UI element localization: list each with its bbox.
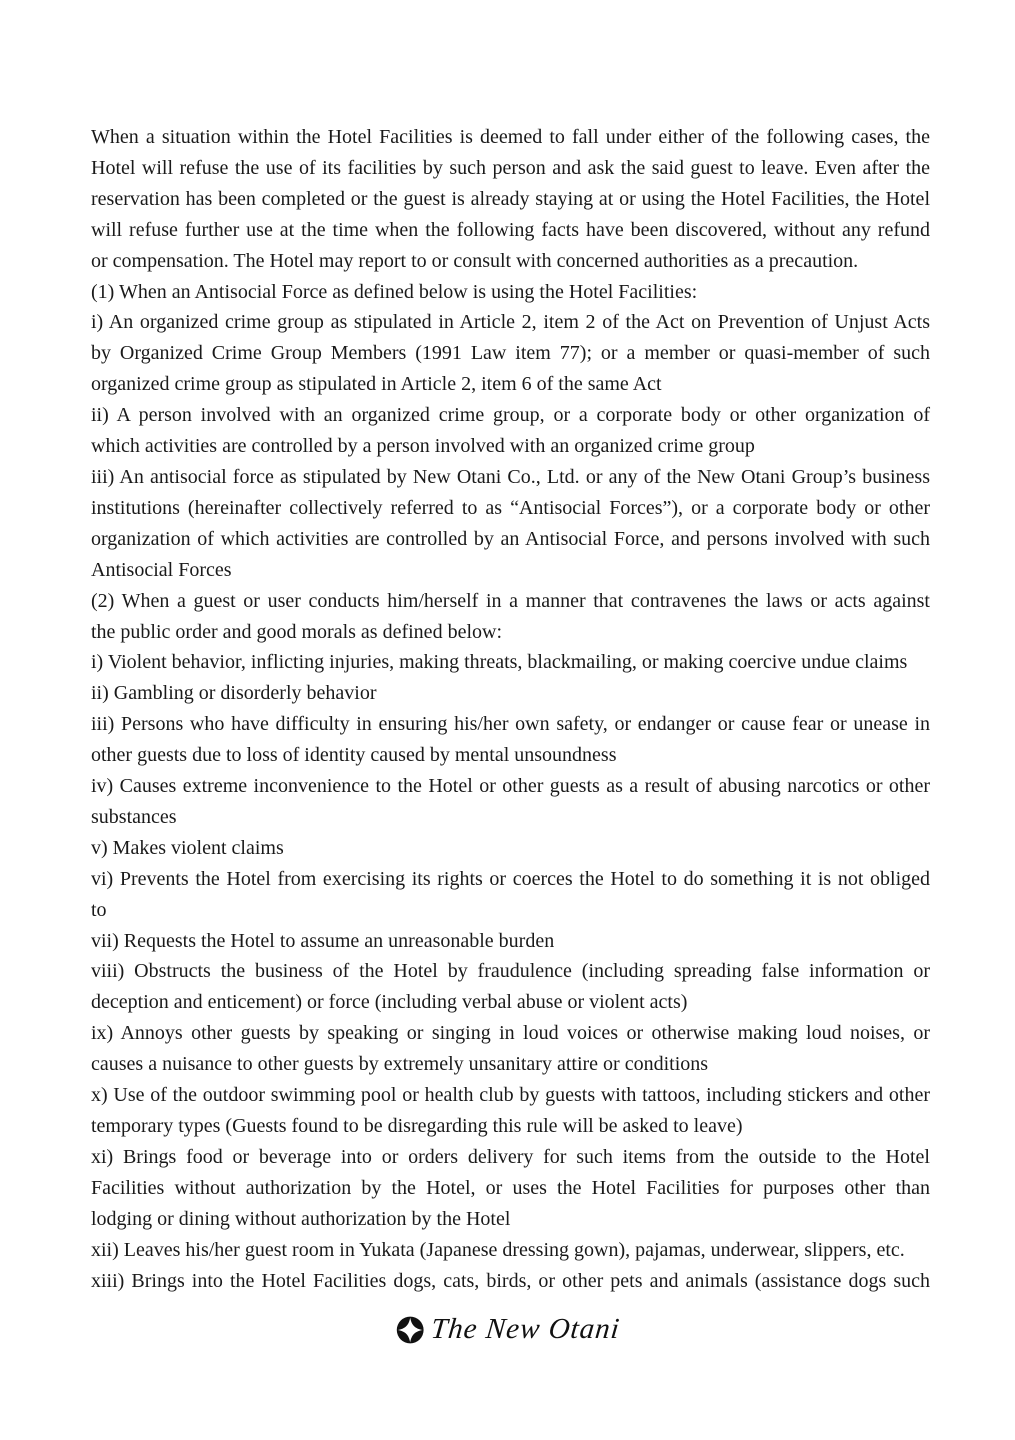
paragraph xyxy=(91,647,930,678)
text-line: x) Use of the outdoor swimming pool or health club by guests with tattoos, including stickers and other xyxy=(91,1084,930,1107)
paragraph xyxy=(91,1235,930,1266)
paragraph xyxy=(91,709,930,771)
text-line: the public order and good morals as defined below: xyxy=(91,620,502,643)
text-line: deception and enticement) or force (including verbal abuse or violent acts) xyxy=(91,991,688,1014)
text-line: xii) Leaves his/her guest room in Yukata (Japanese dressing gown), pajamas, underwear, slippers, etc. xyxy=(91,1238,905,1261)
text-line: vi) Prevents the Hotel from exercising its rights or coerces the Hotel to do something it is not obliged xyxy=(91,867,930,890)
text-line: iii) An antisocial force as stipulated by New Otani Co., Ltd. or any of the New Otani Group’s business xyxy=(91,465,930,488)
paragraph xyxy=(91,1266,930,1297)
paragraph xyxy=(91,833,930,864)
paragraph xyxy=(91,926,930,957)
text-line: i) An organized crime group as stipulated in Article 2, item 2 of the Act on Prevention of Unjust Acts xyxy=(91,311,930,334)
text-line: (1) When an Antisocial Force as defined below is using the Hotel Facilities: xyxy=(91,280,698,303)
text-line: causes a nuisance to other guests by extremely unsanitary attire or conditions xyxy=(91,1053,709,1076)
text-line: Hotel will refuse the use of its facilities by such person and ask the said guest to leave. Even after the xyxy=(91,156,930,179)
text-line: other guests due to loss of identity caused by mental unsoundness xyxy=(91,744,617,767)
paragraph xyxy=(91,956,930,1018)
paragraph xyxy=(91,1080,930,1142)
text-line: ii) Gambling or disorderly behavior xyxy=(91,682,377,705)
text-line: ii) A person involved with an organized crime group, or a corporate body or other organization of xyxy=(91,404,930,427)
text-line: When a situation within the Hotel Facilities is deemed to fall under either of the following cases, the xyxy=(91,126,930,148)
text-line: or compensation. The Hotel may report to or consult with concerned authorities as a precaution. xyxy=(91,249,859,272)
text-line: reservation has been completed or the guest is already staying at or using the Hotel Facilities, the Hotel xyxy=(91,187,930,210)
text-line: i) Violent behavior, inflicting injuries, making threats, blackmailing, or making coercive undue claims xyxy=(91,651,908,674)
text-line: v) Makes violent claims xyxy=(91,836,284,859)
text-line: organization of which activities are controlled by an Antisocial Force, and persons involved with such xyxy=(91,527,930,550)
text-line: organized crime group as stipulated in Article 2, item 6 of the same Act xyxy=(91,373,662,396)
new-otani-emblem-icon xyxy=(396,1316,424,1344)
text-line: xiii) Brings into the Hotel Facilities dogs, cats, birds, or other pets and animals (assistance dogs such xyxy=(91,1269,930,1292)
paragraph xyxy=(91,586,930,648)
text-line: vii) Requests the Hotel to assume an unreasonable burden xyxy=(91,929,555,952)
text-line: lodging or dining without authorization by the Hotel xyxy=(91,1207,511,1230)
text-line: (2) When a guest or user conducts him/herself in a manner that contravenes the laws or acts against xyxy=(91,589,930,612)
paragraph xyxy=(91,277,930,308)
paragraph xyxy=(91,307,930,400)
text-line: Antisocial Forces xyxy=(91,558,232,581)
paragraph xyxy=(91,462,930,586)
text-line: iv) Causes extreme inconvenience to the Hotel or other guests as a result of abusing narcotics or other xyxy=(91,775,930,798)
text-line: viii) Obstructs the business of the Hotel by fraudulence (including spreading false information or xyxy=(91,960,930,983)
text-line: to xyxy=(91,898,107,921)
text-line: Facilities without authorization by the Hotel, or uses the Hotel Facilities for purposes other than xyxy=(91,1176,930,1199)
paragraph xyxy=(91,864,930,926)
text-line: which activities are controlled by a person involved with an organized crime group xyxy=(91,435,755,458)
text-line: substances xyxy=(91,805,177,828)
text-line: temporary types (Guests found to be disregarding this rule will be asked to leave) xyxy=(91,1115,743,1137)
logo-script-text: The New Otani xyxy=(429,1313,622,1345)
document-body xyxy=(91,122,930,1296)
footer-logo xyxy=(396,1313,620,1346)
text-line: iii) Persons who have difficulty in ensuring his/her own safety, or endanger or cause fear or unease in xyxy=(91,713,930,736)
text-line: xi) Brings food or beverage into or orders delivery for such items from the outside to the Hotel xyxy=(91,1145,930,1168)
paragraph xyxy=(91,1142,930,1235)
text-line: ix) Annoys other guests by speaking or singing in loud voices or otherwise making loud noises, or xyxy=(91,1022,930,1045)
paragraph xyxy=(91,122,930,277)
paragraph xyxy=(91,678,930,709)
text-line: by Organized Crime Group Members (1991 Law item 77); or a member or quasi-member of such xyxy=(91,342,930,365)
paragraph xyxy=(91,771,930,833)
text-line: will refuse further use at the time when the following facts have been discovered, without any refund xyxy=(91,218,930,241)
paragraph xyxy=(91,400,930,462)
paragraph xyxy=(91,1018,930,1080)
text-line: institutions (hereinafter collectively referred to as “Antisocial Forces”), or a corporate body or other xyxy=(91,496,930,519)
